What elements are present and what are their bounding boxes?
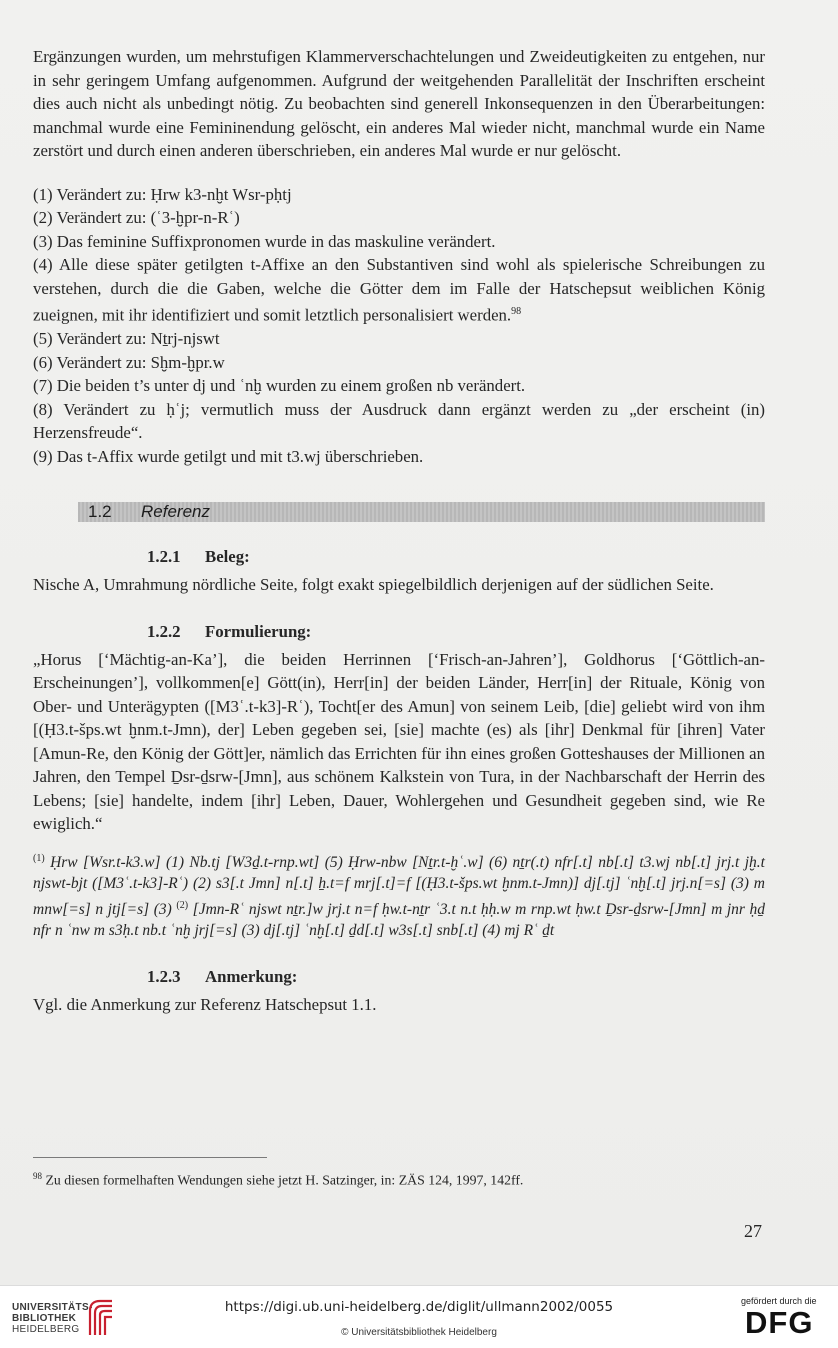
section-heading xyxy=(78,502,765,522)
library-name-line-2: BIBLIOTHEK xyxy=(12,1313,77,1324)
transliteration-block xyxy=(33,848,765,942)
footnote-reference[interactable]: 98 xyxy=(511,306,522,317)
subsection-number: 1.2.1 xyxy=(147,547,181,567)
footnote-divider xyxy=(33,1157,267,1158)
copyright-notice: © Universitätsbibliothek Heidelberg xyxy=(341,1327,497,1338)
footnote-mark: 98 xyxy=(33,1171,42,1181)
subsection-heading-beleg xyxy=(147,546,765,568)
section-number: 1.2 xyxy=(88,502,112,522)
note-9: (9) Das t-Affix wurde getilgt und mit t3.wj überschrieben. xyxy=(33,446,424,466)
page-number: 27 xyxy=(744,1221,762,1241)
note-4-text: (4) Alle diese später getilgten t-Affixe an den Substantiven sind wohl als spielerische Schreibungen zu verstehen, durch die die Gaben, welche die Götter dem im Falle der Hatschepsut weiblichen König zueignen, mit ihr identifiziert und somit letztlich personalisiert werden. xyxy=(33,255,765,325)
viewer-footer xyxy=(0,1285,838,1348)
notes-list xyxy=(33,183,765,469)
note-8: (8) Verändert zu ḥʿj; vermutlich muss der Ausdruck dann ergänzt werden zu „der erscheint (in) Herzensfreude“. xyxy=(33,399,765,443)
transliteration-text-b: [Jmn-Rʿ njswt nṯr.]w jrj.t n=f ḥw.t-nṯr ʿ3.t n.t ḥḥ.w m rnp.wt ḥw.t Ḏsr-ḏsrw-[Jmn] m jnr ḥḏ nfr n ʿnw m s3ḥ.t nb.t ʿnḫ jrj[=s] (3) dj[.tj] ʿnḫ[.t] ḏd[.t] w3s[.t] snb[.t] (4) mj Rʿ ḏt xyxy=(33,900,766,940)
subsection-title: Beleg: xyxy=(205,547,250,567)
transliteration-text-a: Ḥrw [Wsr.t-k3.w] (1) Nb.tj [W3ḏ.t-rnp.wt] (5) Ḥrw-nbw [Nṯr.t-ḫʿ.w] (6) nṯr(.t) nfr[.t] nb[.t] t3.wj nb[.t] jrj.t jḫ.t njswt-bjt ([M3ʿ.t-k3]-Rʿ) (2) s3[.t Jmn] n[.t] ẖ.t=f mrj[.t]=f [(Ḥ3.t-šps.wt ḫnm.t-Jmn)] dj[.tj] ʿnḫ[.t] jrj.n[=s] (3) m mnw[=s] n jtj[=s] (3) xyxy=(33,853,765,918)
dfg-logo[interactable]: DFG xyxy=(745,1305,814,1340)
note-2: (2) Verändert zu: (ʿ3-ḫpr-n-Rʿ) xyxy=(33,208,240,227)
note-3: (3) Das feminine Suffixpronomen wurde in das maskuline verändert. xyxy=(33,231,496,251)
document-url-link[interactable]: https://digi.ub.uni-heidelberg.de/diglit/ullmann2002/0055 xyxy=(224,1299,614,1315)
library-name-line-1: UNIVERSITÄTS- xyxy=(12,1302,93,1313)
funding-label: gefördert durch die xyxy=(741,1296,817,1306)
beleg-text: Nische A, Umrahmung nördliche Seite, folgt exakt spiegelbildlich derjenigen auf der südlichen Seite. xyxy=(33,575,714,595)
subsection-heading-formulierung xyxy=(147,621,765,643)
anmerkung-text: Vgl. die Anmerkung zur Referenz Hatschepsut 1.1. xyxy=(33,994,377,1014)
note-1: (1) Verändert zu: Ḥrw k3-nḫt Wsr-pḥtj xyxy=(33,184,292,204)
note-6: (6) Verändert zu: Sḫm-ḫpr.w xyxy=(33,352,225,372)
note-4 xyxy=(33,253,765,327)
subsection-heading-anmerkung xyxy=(147,966,765,988)
note-7: (7) Die beiden t’s unter dj und ʿnḫ wurden zu einem großen nb verändert. xyxy=(33,376,526,396)
transliteration-mark: (1) xyxy=(33,852,45,864)
subsection-title: Anmerkung: xyxy=(205,966,298,986)
transliteration-mark-2: (2) xyxy=(176,899,189,911)
note-5: (5) Verändert zu: Nṯrj-njswt xyxy=(33,329,220,349)
library-name-line-3: HEIDELBERG xyxy=(12,1324,80,1335)
page-content xyxy=(33,40,765,1016)
intro-paragraph: Ergänzungen wurden, um mehrstufigen Klammerverschachtelungen und Zweideutigkeiten zu entgehen, nur in sehr geringem Umfang aufgenommen. Aufgrund der weitgehenden Parallelität der Inschriften erscheint dies auch nicht als unbedingt nötig. Zu beobachten sind generell Inkonsequenzen in den Überarbeitungen: manchmal wurde eine Femininendung gelöscht, ein anderes Mal wieder nicht, manchmal wurde ein Name zerstört und durch einen anderen überschrieben, ein anderes Mal wurde er nur gelöscht. xyxy=(33,47,765,160)
subsection-title: Formulierung: xyxy=(205,621,312,641)
subsection-number: 1.2.2 xyxy=(147,621,181,641)
subsection-number: 1.2.3 xyxy=(147,966,181,986)
section-title: Referenz xyxy=(141,502,210,522)
formulierung-text: „Horus [‘Mächtig-an-Ka’], die beiden Herrinnen [‘Frisch-an-Jahren’], Goldhorus [‘Göttlich-an-Erscheinungen’], vollkommen[e] Gött(in), Herr[in] der beiden Länder, Herr[in] der Rituale, König von Ober- und Unterägypten ([M3ʿ.t-k3]-Rʿ), Tocht[er des Amun] von seinem Leib, [die] geliebt wird von ihm [(Ḥ3.t-šps.wt ḫnm.t-Jmn), der] Leben gegeben sei, [sie] machte (es) als [ihr] Denkmal für [ihren] Vater [Amun-Re, den König der Gött]er, nämlich das Errichten für ihn eines großen Gotteshauses der Millionen an Jahren, den Tempel Ḏsr-ḏsrw-[Jmn], aus schönem Kalkstein von Tura, in der Nachbarschaft der Herrin des Lebens; [sie] handelte, indem [ihr] Leben, Dauer, Wohlergehen und Gesundheit gegeben sind, wie Re ewiglich.“ xyxy=(33,649,765,834)
footnote xyxy=(33,1166,773,1191)
footnote-text: Zu diesen formelhaften Wendungen siehe jetzt H. Satzinger, in: ZÄS 124, 1997, 142ff. xyxy=(45,1172,524,1188)
